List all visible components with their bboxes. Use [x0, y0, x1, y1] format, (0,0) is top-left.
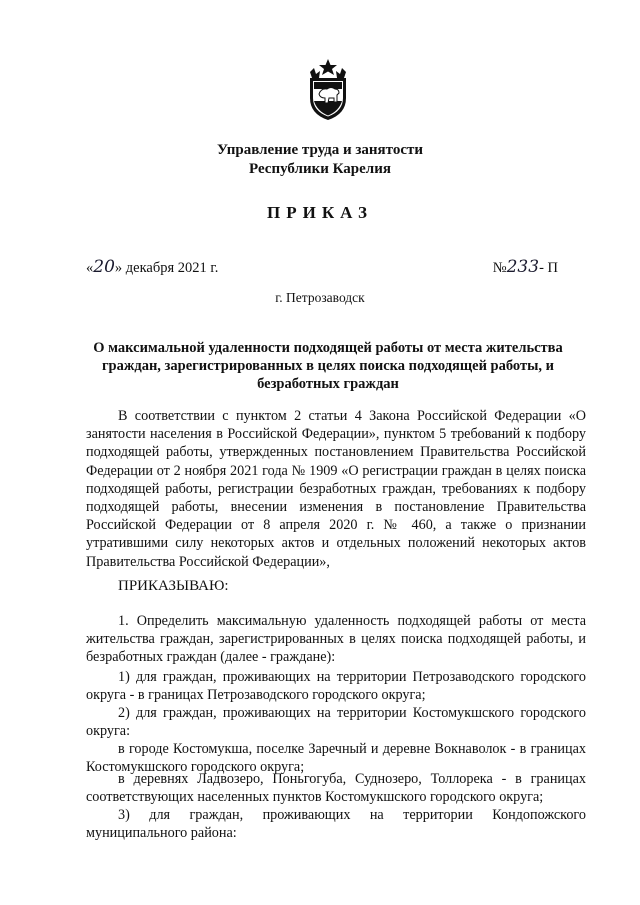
number-suffix: - П	[539, 260, 558, 276]
number-sign: №	[492, 260, 507, 276]
order-word: ПРИКАЗЫВАЮ:	[118, 578, 229, 594]
date-month-year: » декабря 2021 г.	[114, 260, 219, 276]
handwritten-number: 233	[506, 257, 540, 277]
organization-name	[0, 141, 640, 179]
karelia-coat-of-arms-icon	[304, 58, 352, 122]
handwritten-day: 20	[93, 257, 115, 277]
date-open-quote: «	[86, 260, 94, 276]
org-line-1: Управление труда и занятости	[216, 142, 424, 158]
item-1-subitem-2b: в деревнях Ладвозеро, Поньгогуба, Суднозеро, Толлорека - в границах соответствующих населенных пунктов Костомукшского городского округа;	[86, 771, 586, 806]
org-line-2: Республики Карелия	[249, 161, 391, 177]
order-heading: О максимальной удаленности подходящей работы от места жительства граждан, зарегистрированных в целях поиска подходящей работы, и безработных граждан	[93, 340, 563, 392]
document-type: ПРИКАЗ	[267, 203, 373, 222]
order-date	[86, 257, 218, 277]
item-1-subitem-3: 3) для граждан, проживающих на территории Кондопожского муниципального района:	[86, 807, 586, 842]
item-1: 1. Определить максимальную удаленность подходящей работы от места жительства граждан, зарегистрированных в целях поиска подходящей работы, и безработных граждан (далее - граждане):	[86, 613, 586, 666]
item-1-subitem-2: 2) для граждан, проживающих на территории Костомукшского городского округа:	[86, 705, 586, 740]
preamble-paragraph: В соответствии с пунктом 2 статьи 4 Закона Российской Федерации «О занятости населения в Российской Федерации», пунктом 5 требований к подбору подходящей работы, утвержденных постановлением Правительства Российской Федерации от 2 ноября 2021 года № 1909 «О регистрации граждан в целях поиска подходящей работы, регистрации безработных граждан, требованиях к подбору подходящей работы, внесении изменения в постановление Правительства Российской Федерации от 8 апреля 2020 г. № 460, а также о признании утратившими силу некоторых актов и отдельных положений некоторых актов Правительства Российской Федерации»,	[86, 408, 586, 570]
item-1-subitem-2a: в городе Костомукша, поселке Заречный и деревне Вокнаволок - в границах Костомукшского городского округа;	[86, 741, 586, 776]
order-number	[493, 257, 558, 277]
city: г. Петрозаводск	[275, 290, 365, 305]
item-1-subitem-1: 1) для граждан, проживающих на территории Петрозаводского городского округа - в границах Петрозаводского городского округа;	[86, 669, 586, 704]
